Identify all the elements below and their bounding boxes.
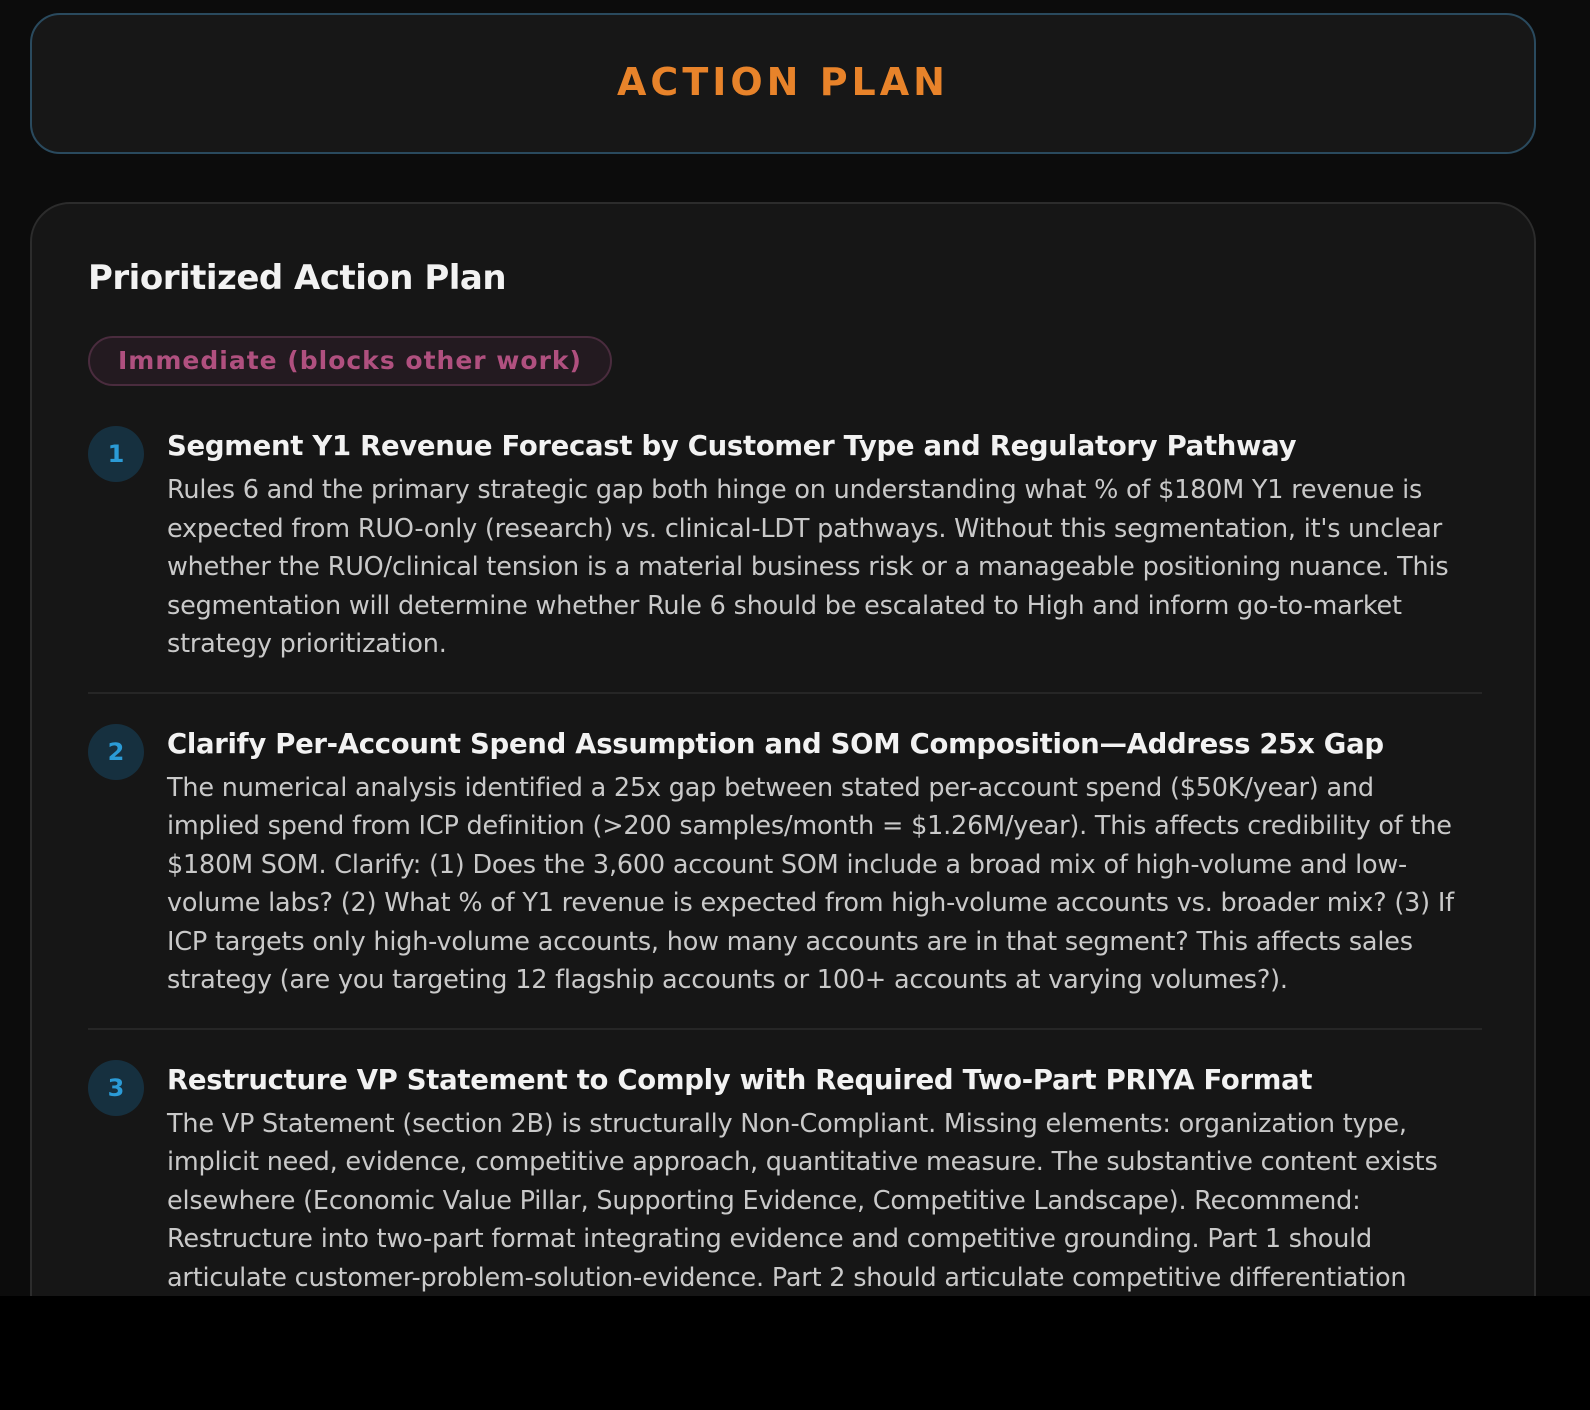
action-title: Clarify Per-Account Spend Assumption and SOM Composition—Address 25x Gap (167, 727, 1384, 760)
action-description: The numerical analysis identified a 25x gap between stated per-account spend ($50K/year) and implied spend from ICP definition (>200 samples/month = $1.26M/year). This affects credibility of the $180M SOM. Clarify: (1) Does the 3,600 account SOM include a broad mix of high-volume and low-volume labs? (2) What % of Y1 revenue is expected from high-volume accounts vs. broader mix? (3) If ICP targets only high-volume accounts, how many accounts are in that segment? This affects sales strategy (are you targeting 12 flagship accounts or 100+ accounts at varying volumes?). (167, 772, 1454, 995)
action-title: Segment Y1 Revenue Forecast by Customer Type and Regulatory Pathway (167, 430, 1297, 462)
header-card (30, 13, 1536, 154)
section-title: Prioritized Action Plan (88, 258, 507, 298)
action-description: The VP Statement (section 2B) is structurally Non-Compliant. Missing elements: organization type, implicit need, evidence, competitive approach, quantitative measure. The substantive content exists elsewhere (Economic Value Pillar, Supporting Evidence, Competitive Landscape). Recommend: Restructure into two-part format integrating evidence and competitive grounding. Part 1 should articulate customer-problem-solution-evidence. Part 2 should articulate competitive differentiation (167, 1108, 1438, 1293)
number-badge: 1 (88, 426, 144, 482)
number-badge: 3 (88, 1060, 144, 1116)
page-title: ACTION PLAN (617, 59, 949, 104)
action-description: Rules 6 and the primary strategic gap both hinge on understanding what % of $180M Y1 revenue is expected from RUO-only (research) vs. clinical-LDT pathways. Without this segmentation, it's unclear whether the RUO/clinical tension is a material business risk or a manageable positioning nuance. This segmentation will determine whether Rule 6 should be escalated to High and inform go-to-market strategy prioritization. (167, 475, 1449, 659)
action-item (88, 1056, 1482, 1297)
action-item (88, 422, 1482, 694)
action-item (88, 720, 1482, 1030)
action-plan-card (30, 202, 1536, 1296)
action-list (88, 422, 1482, 1296)
number-badge: 2 (88, 724, 144, 780)
priority-badge: Immediate (blocks other work) (88, 336, 612, 386)
action-title: Restructure VP Statement to Comply with Required Two-Part PRIYA Format (167, 1063, 1313, 1096)
